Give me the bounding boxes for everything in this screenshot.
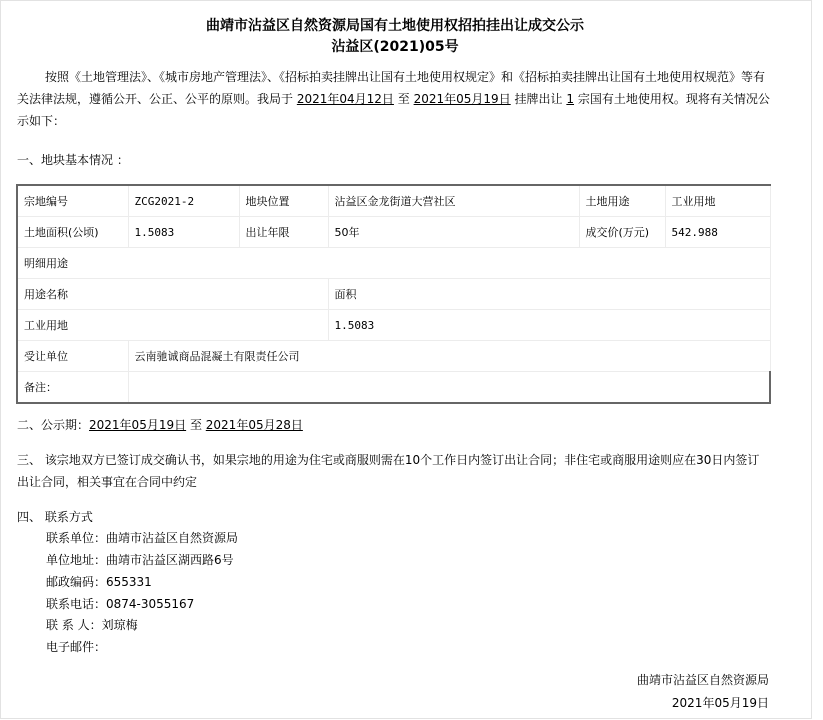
land-use-label: 土地用途 bbox=[579, 185, 665, 217]
table-row bbox=[17, 217, 770, 248]
parcel-info-table bbox=[16, 184, 771, 404]
contact-unit: 联系单位：曲靖市沾益区自然资源局 bbox=[46, 531, 239, 545]
doc-number: 沾益区(2021)05号 bbox=[331, 39, 459, 55]
listing-start-date: 2021年04月12日 bbox=[296, 92, 394, 106]
listing-end-date: 2021年05月19日 bbox=[413, 92, 511, 106]
use-name-value: 工业用地 bbox=[17, 310, 328, 341]
land-area-value: 1.5083 bbox=[128, 217, 239, 248]
publicity-end-date: 2021年05月28日 bbox=[205, 418, 303, 432]
contact-address: 单位地址：曲靖市沾益区湖西路6号 bbox=[46, 553, 234, 567]
section1-heading: 一、地块基本情况 ： bbox=[17, 153, 129, 167]
price-label: 成交价(万元) bbox=[579, 217, 665, 248]
section4-heading: 四、 联系方式 bbox=[17, 510, 93, 524]
grantee-label: 受让单位 bbox=[17, 341, 128, 372]
intro-paragraph bbox=[17, 66, 772, 132]
intro-text-a: 按照《土地管理法》、《城市房地产管理法》、《招标拍卖挂牌出让国有土地使用权规定》和《招标拍卖挂牌出让国有土地使用权规范》等有关法律法规，遵循公开、公正、公平的原则。我局于 bbox=[17, 70, 766, 106]
table-row bbox=[17, 372, 770, 404]
table-row bbox=[17, 341, 770, 372]
parcel-no-value: ZCG2021-2 bbox=[128, 185, 239, 217]
intro-to: 至 bbox=[397, 92, 410, 106]
term-value: 50年 bbox=[328, 217, 579, 248]
contact-person: 联 系 人：刘琼梅 bbox=[46, 618, 138, 632]
use-name-header: 用途名称 bbox=[17, 279, 328, 310]
intro-text-b: 挂牌出让 bbox=[514, 92, 563, 106]
contact-postcode: 邮政编码：655331 bbox=[46, 575, 152, 589]
table-row bbox=[17, 279, 770, 310]
table-row bbox=[17, 310, 770, 341]
section2-line bbox=[17, 416, 303, 433]
land-use-value: 工业用地 bbox=[665, 185, 770, 217]
area-value: 1.5083 bbox=[328, 310, 770, 341]
grantee-value: 云南驰诚商品混凝土有限责任公司 bbox=[128, 341, 770, 372]
issue-date: 2021年05月19日 bbox=[671, 696, 769, 710]
location-label: 地块位置 bbox=[239, 185, 328, 217]
intro-text-c: 宗国有土地使用权。现将有关情况公示如下： bbox=[17, 92, 770, 128]
remark-label: 备注： bbox=[17, 372, 128, 404]
table-row bbox=[17, 185, 770, 217]
term-label: 出让年限 bbox=[239, 217, 328, 248]
publicity-label: 二、公示期： bbox=[17, 418, 90, 432]
parcel-count: 1 bbox=[566, 92, 575, 106]
contact-phone: 联系电话：0874-3055167 bbox=[46, 597, 195, 611]
area-header: 面积 bbox=[328, 279, 770, 310]
contact-email: 电子邮件： bbox=[46, 640, 107, 654]
parcel-no-label: 宗地编号 bbox=[17, 185, 128, 217]
issuer-name: 曲靖市沾益区自然资源局 bbox=[636, 673, 769, 687]
detail-use-label: 明细用途 bbox=[17, 248, 770, 279]
table-row bbox=[17, 248, 770, 279]
price-value: 542.988 bbox=[665, 217, 770, 248]
section3-text: 三、 该宗地双方已签订成交确认书，如果宗地的用途为住宅或商服则需在10个工作日内签订出让合同；非住宅或商服用途则应在30日内签订出让合同，相关事宜在合同中约定 bbox=[17, 453, 760, 489]
publicity-to: 至 bbox=[189, 418, 202, 432]
location-value: 沾益区金龙街道大营社区 bbox=[328, 185, 579, 217]
land-area-label: 土地面积(公顷) bbox=[17, 217, 128, 248]
remark-value bbox=[128, 372, 770, 404]
publicity-start-date: 2021年05月19日 bbox=[89, 418, 187, 432]
page-title: 曲靖市沾益区自然资源局国有土地使用权招拍挂出让成交公示 bbox=[206, 18, 584, 34]
